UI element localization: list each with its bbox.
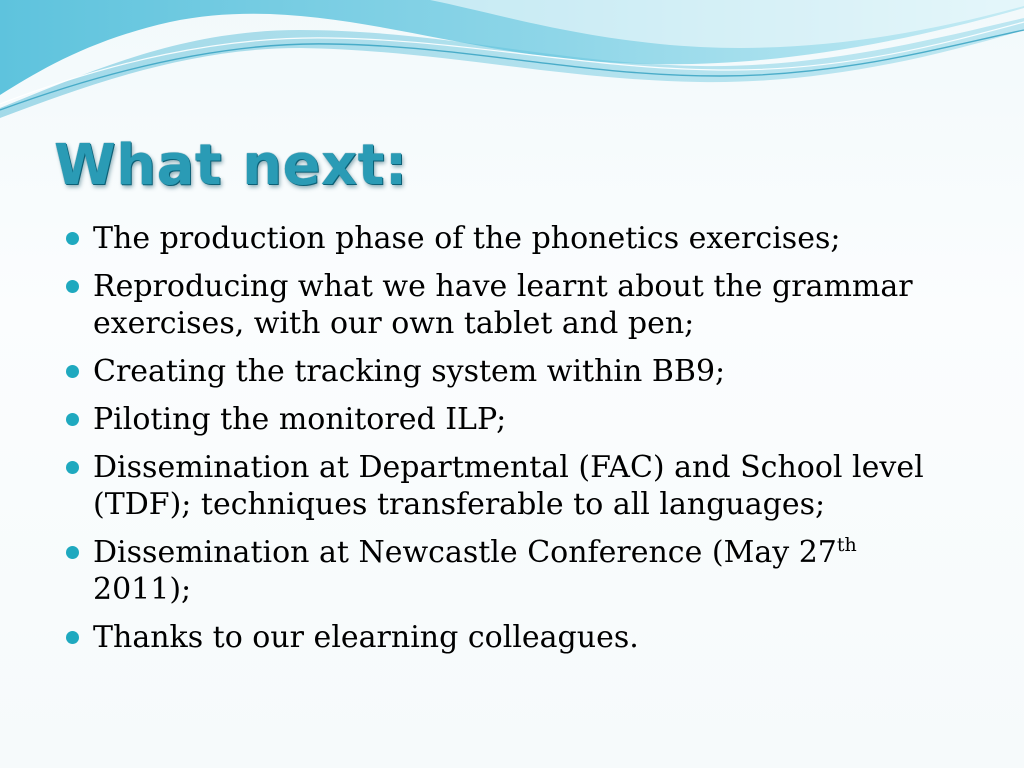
bullet-text: Dissemination at Departmental (FAC) and School level (TDF); techniques transferable to all languages; bbox=[93, 450, 924, 522]
bullet-dot-icon bbox=[66, 546, 79, 559]
bullet-dot-icon bbox=[66, 232, 79, 245]
bullet-text: Dissemination at Newcastle Conference (May 27 bbox=[93, 535, 837, 570]
decorative-wave-header bbox=[0, 0, 1024, 130]
bullet-dot-icon bbox=[66, 365, 79, 378]
bullet-item bbox=[64, 220, 964, 257]
bullet-text: Creating the tracking system within BB9; bbox=[93, 354, 726, 389]
bullet-text-continued: 2011); bbox=[93, 572, 192, 607]
bullet-dot-icon bbox=[66, 413, 79, 426]
bullet-dot-icon bbox=[66, 631, 79, 644]
bullet-text: Reproducing what we have learnt about the grammar exercises, with our own tablet and pen; bbox=[93, 269, 913, 341]
bullet-text: The production phase of the phonetics exercises; bbox=[93, 221, 841, 256]
bullet-superscript: th bbox=[836, 534, 857, 556]
bullet-item bbox=[64, 619, 964, 656]
bullet-list bbox=[64, 220, 964, 667]
slide-title: What next: bbox=[54, 133, 408, 198]
bullet-dot-icon bbox=[66, 280, 79, 293]
bullet-text: Piloting the monitored ILP; bbox=[93, 402, 507, 437]
bullet-item bbox=[64, 534, 964, 608]
bullet-item bbox=[64, 449, 964, 523]
bullet-item bbox=[64, 353, 964, 390]
bullet-dot-icon bbox=[66, 461, 79, 474]
bullet-item bbox=[64, 401, 964, 438]
bullet-item bbox=[64, 268, 964, 342]
bullet-text: Thanks to our elearning colleagues. bbox=[93, 620, 639, 655]
